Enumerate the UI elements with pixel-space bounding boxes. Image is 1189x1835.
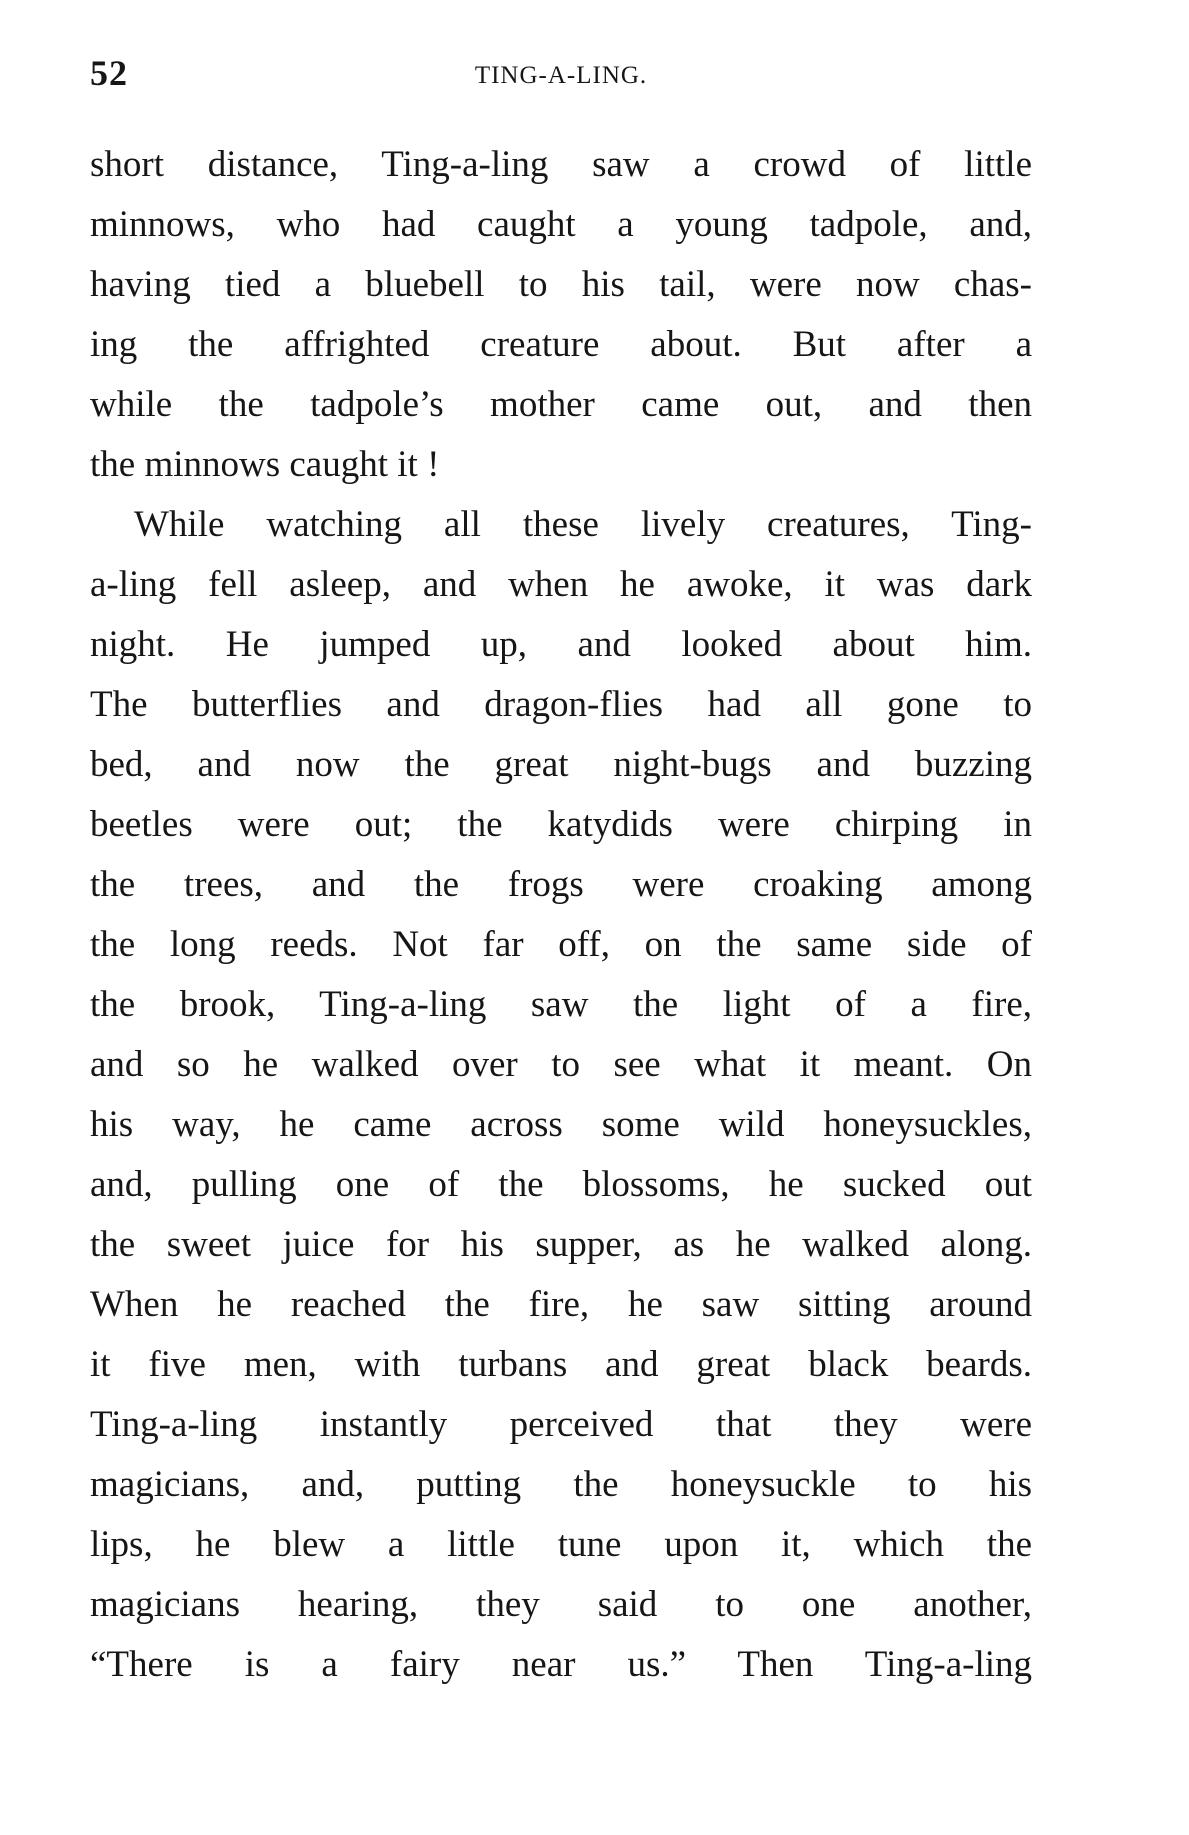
text-line: having tied a bluebell to his tail, were now chas- (90, 264, 1032, 305)
text-line: the trees, and the frogs were croaking among (90, 864, 1032, 905)
text-line: lips, he blew a little tune upon it, which the (90, 1524, 1032, 1565)
text-line: and so he walked over to see what it meant. On (90, 1044, 1032, 1085)
text-line: the sweet juice for his supper, as he walked along. (90, 1224, 1032, 1265)
text-line: ing the affrighted creature about. But after a (90, 324, 1032, 365)
paragraph (90, 135, 1032, 495)
text-line: minnows, who had caught a young tadpole, and, (90, 204, 1032, 245)
running-head (90, 52, 1032, 102)
running-title: TING-A-LING. (474, 62, 648, 89)
text-line: Ting-a-ling instantly perceived that they were (90, 1404, 1032, 1445)
text-line: short distance, Ting-a-ling saw a crowd of little (90, 144, 1032, 185)
text-line: the brook, Ting-a-ling saw the light of a fire, (90, 984, 1032, 1025)
page-number: 52 (90, 53, 128, 93)
text-line: and, pulling one of the blossoms, he sucked out (90, 1164, 1032, 1205)
text-line: it five men, with turbans and great black beards. (90, 1344, 1032, 1385)
text-line: while the tadpole’s mother came out, and then (90, 384, 1032, 425)
text-line: a-ling fell asleep, and when he awoke, it was dark (90, 564, 1032, 605)
text-line: the long reeds. Not far off, on the same side of (90, 924, 1032, 965)
text-line: night. He jumped up, and looked about him. (90, 624, 1032, 665)
paragraph (90, 495, 1032, 1695)
text-line: beetles were out; the katydids were chirping in (90, 804, 1032, 845)
text-line: “There is a fairy near us.” Then Ting-a-ling (90, 1644, 1032, 1685)
text-line: The butterflies and dragon-flies had all gone to (90, 684, 1032, 725)
text-line: magicians, and, putting the honeysuckle to his (90, 1464, 1032, 1505)
body-text (90, 135, 1032, 1695)
text-line: the minnows caught it ! (90, 444, 440, 485)
text-line: bed, and now the great night-bugs and buzzing (90, 744, 1032, 785)
text-line: magicians hearing, they said to one another, (90, 1584, 1032, 1625)
text-line: When he reached the fire, he saw sitting around (90, 1284, 1032, 1325)
text-line: his way, he came across some wild honeysuckles, (90, 1104, 1032, 1145)
text-line: While watching all these lively creatures, Ting- (134, 504, 1032, 545)
